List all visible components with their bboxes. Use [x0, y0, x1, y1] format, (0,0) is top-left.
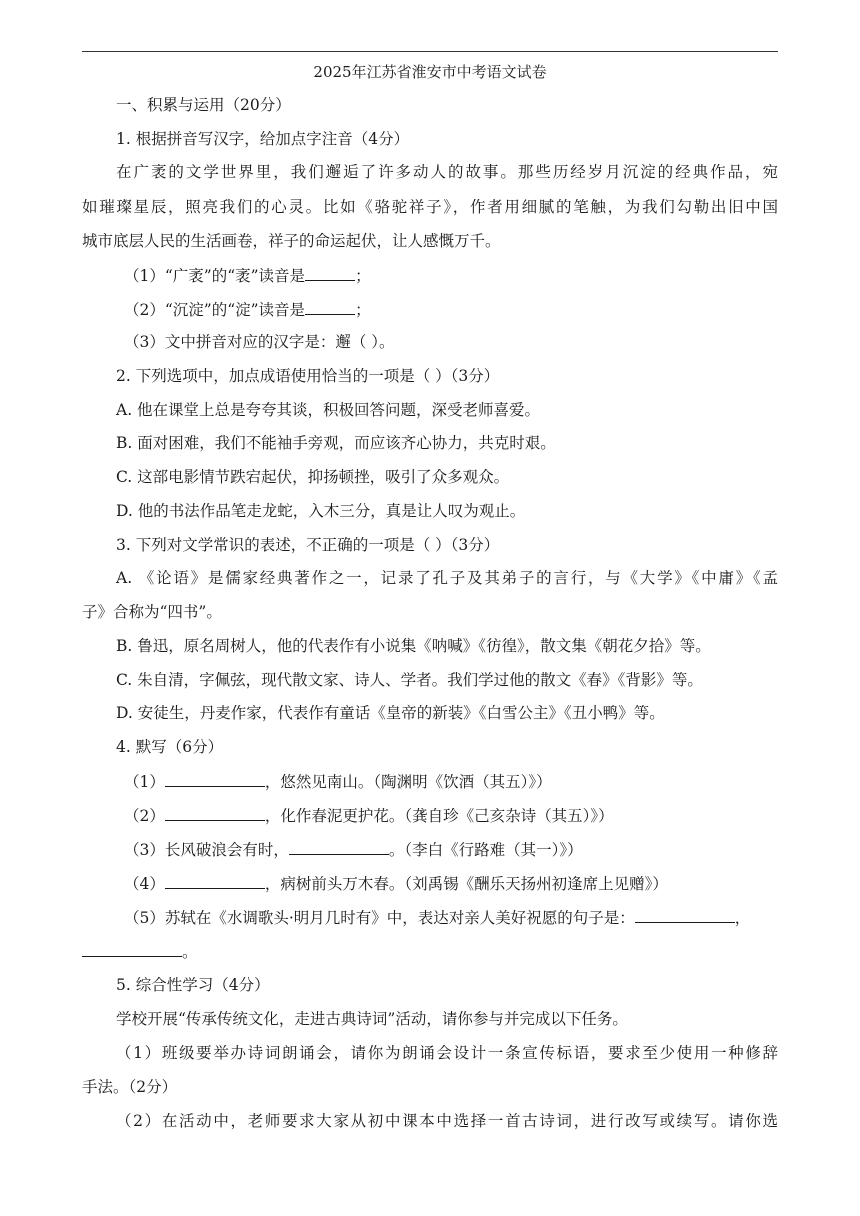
q1-sub-1-end: ； [355, 267, 371, 285]
question-3-stem: 3. 下列对文学常识的表述，不正确的一项是（ ）（3分） [116, 536, 500, 554]
question-2-stem: 2. 下列选项中，加点成语使用恰当的一项是（ ）（3分） [116, 367, 500, 385]
question-5-stem: 5. 综合性学习（4分） [116, 976, 270, 994]
q4-line-1-num: （1） [124, 773, 165, 791]
q4-line-5-comma: ， [734, 909, 751, 927]
q4-line-2-text: ，化作春泥更护花。（龚自珍《己亥杂诗（其五）》） [264, 807, 614, 825]
q4-line-2 [124, 804, 824, 827]
question-1-stem: 1. 根据拼音写汉字，给加点字注音（4分） [116, 130, 410, 148]
q4-line-2-num: （2） [124, 807, 165, 825]
section-heading: 一、积累与运用（20分） [116, 96, 291, 114]
q4-line-5-end: 。 [182, 943, 198, 961]
q4-line-4 [124, 872, 824, 895]
q1-sub-2-text: （2）“沉淀”的“淀”读音是 [124, 301, 306, 319]
header-rule [82, 51, 778, 52]
q4-line-5-text: （5）苏轼在《水调歌头·明月几时有》中，表达对亲人美好祝愿的句子是： [124, 909, 635, 927]
q4-line-3-source: 。（李白《行路难（其一）》） [388, 841, 583, 859]
q3-option-c: C. 朱自清，字佩弦，现代散文家、诗人、学者。我们学过他的散文《春》《背影》等。 [116, 671, 703, 689]
q3-option-d: D. 安徒生，丹麦作家，代表作有童话《皇帝的新装》《白雪公主》《丑小鸭》等。 [116, 704, 665, 722]
answer-blank[interactable] [305, 264, 355, 281]
answer-blank[interactable] [82, 940, 182, 957]
q1-passage-line-1: 在广袤的文学世界里，我们邂逅了许多动人的故事。那些历经岁月沉淀的经典作品，宛 [116, 163, 778, 181]
answer-blank[interactable] [305, 298, 355, 315]
q4-line-5 [124, 906, 824, 929]
answer-blank[interactable] [165, 770, 265, 787]
q5-sub-1-line-1: （1）班级要举办诗词朗诵会，请你为朗诵会设计一条宣传标语，要求至少使用一种修辞 [116, 1044, 778, 1062]
q5-intro: 学校开展“传承传统文化，走进古典诗词”活动，请你参与并完成以下任务。 [116, 1010, 628, 1028]
q4-line-5-cont [82, 940, 782, 963]
answer-blank[interactable] [165, 804, 265, 821]
q5-sub-1-line-2: 手法。（2分） [82, 1078, 178, 1096]
q3-option-a-line-1: A. 《论语》是儒家经典著作之一，记录了孔子及其弟子的言行，与《大学》《中庸》《孟 [116, 569, 778, 587]
q4-line-1 [124, 770, 824, 793]
question-4-stem: 4. 默写（6分） [116, 738, 224, 756]
q1-passage-line-2: 如璀璨星辰，照亮我们的心灵。比如《骆驼祥子》，作者用细腻的笔触，为我们勾勒出旧中国 [82, 198, 778, 216]
q1-sub-2 [124, 298, 824, 321]
q2-option-d: D. 他的书法作品笔走龙蛇，入木三分，真是让人叹为观止。 [116, 502, 526, 520]
q5-sub-2-line-1: （2）在活动中，老师要求大家从初中课本中选择一首古诗词，进行改写或续写。请你选 [116, 1112, 778, 1130]
q4-line-3-text: （3）长风破浪会有时， [124, 841, 289, 859]
q4-line-1-text: ，悠然见南山。（陶渊明《饮酒（其五）》） [264, 773, 552, 791]
q1-sub-1 [124, 264, 824, 287]
document-title: 2025年江苏省淮安市中考语文试卷 [313, 63, 547, 81]
q4-line-4-text: ，病树前头万木春。（刘禹锡《酬乐天扬州初逢席上见赠》） [264, 875, 668, 893]
q2-option-b: B. 面对困难，我们不能袖手旁观，而应该齐心协力，共克时艰。 [116, 434, 556, 452]
q1-passage-line-3: 城市底层人民的生活画卷，祥子的命运起伏，让人感慨万千。 [82, 232, 501, 250]
answer-blank[interactable] [165, 872, 265, 889]
q2-option-a: A. 他在课堂上总是夸夸其谈，积极回答问题，深受老师喜爱。 [116, 401, 541, 419]
q1-sub-3: （3）文中拼音对应的汉字是：邂（ ）。 [124, 333, 395, 351]
q4-line-3 [124, 838, 824, 861]
answer-blank[interactable] [289, 838, 389, 855]
q1-sub-1-text: （1）“广袤”的“袤”读音是 [124, 267, 306, 285]
answer-blank[interactable] [635, 906, 735, 923]
q2-option-c: C. 这部电影情节跌宕起伏，抑扬顿挫，吸引了众多观众。 [116, 468, 510, 486]
q3-option-b: B. 鲁迅，原名周树人，他的代表作有小说集《呐喊》《彷徨》，散文集《朝花夕拾》等。 [116, 637, 711, 655]
q3-option-a-line-2: 子》合称为“四书”。 [82, 603, 222, 621]
q1-sub-2-end: ； [355, 301, 371, 319]
q4-line-4-num: （4） [124, 875, 165, 893]
